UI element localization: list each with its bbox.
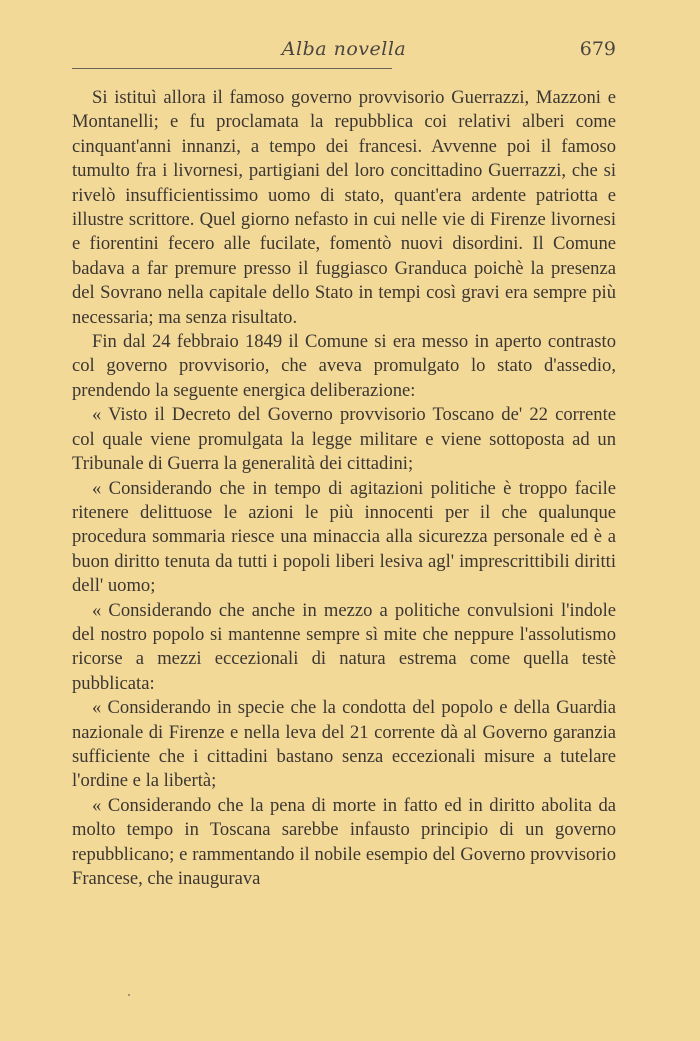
running-head bbox=[72, 38, 616, 64]
page-number: 679 bbox=[579, 38, 616, 60]
paragraph: « Considerando che in tempo di agitazioni politiche è troppo facile ritenere delittuose le azioni le più innocenti per il che qualunque procedura sommaria riesce una minaccia alla sicurezza personale ed è a buon diritto tenuta da tutti i popoli liberi lesiva agl' imprescrittibili diritti dell' uomo; bbox=[72, 477, 616, 597]
body-text bbox=[72, 86, 616, 891]
footer-mark bbox=[128, 994, 130, 996]
paragraph: Fin dal 24 febbraio 1849 il Comune si era messo in aperto contrasto col governo provvisorio, che aveva promulgato lo stato d'assedio, prendendo la seguente energica deliberazione: bbox=[72, 331, 616, 401]
paragraph: « Visto il Decreto del Governo provvisorio Toscano de' 22 corrente col quale viene promulgata la legge militare e viene sottoposta ad un Tribunale di Guerra la generalità dei cittadini; bbox=[72, 404, 616, 475]
paragraph: « Considerando che anche in mezzo a politiche convulsioni l'indole del nostro popolo si mantenne sempre sì mite che neppure l'assolutismo ricorse a mezzi eccezionali di natura estrema come quella testè pubblicata: bbox=[72, 599, 616, 694]
paragraph: « Considerando che la pena di morte in fatto ed in diritto abolita da molto tempo in Toscana sarebbe infausto principio di un governo repubblicano; e rammentando il nobile esempio del Governo provvisorio Francese, che inaugurava bbox=[72, 794, 616, 889]
paragraph: « Considerando in specie che la condotta del popolo e della Guardia nazionale di Firenze e nella leva del 21 corrente dà al Governo garanzia sufficiente che i cittadini bastano senza eccezionali misure a tutelare l'ordine e la libertà; bbox=[72, 697, 616, 792]
paragraph: Si istituì allora il famoso governo provvisorio Guerrazzi, Mazzoni e Montanelli; e fu proclamata la repubblica coi relativi alberi come cinquant'anni innanzi, a tempo dei francesi. Avvenne poi il famoso tumulto fra i livornesi, partigiani del loro concittadino Guerrazzi, che si rivelò insufficientissimo uomo di stato, quant'era ardente patriotta e illustre scrittore. Quel giorno nefasto in cui nelle vie di Firenze livornesi e fiorentini fecero alle fucilate, fomentò nuovi disordini. Il Comune badava a far premure presso il fuggiasco Granduca poichè la presenza del Sovrano nella capitale dello Stato in tempi così gravi era sempre più necessaria; ma senza risultato. bbox=[72, 87, 616, 328]
running-title: Alba novella bbox=[281, 38, 407, 60]
header-rule bbox=[72, 68, 392, 69]
